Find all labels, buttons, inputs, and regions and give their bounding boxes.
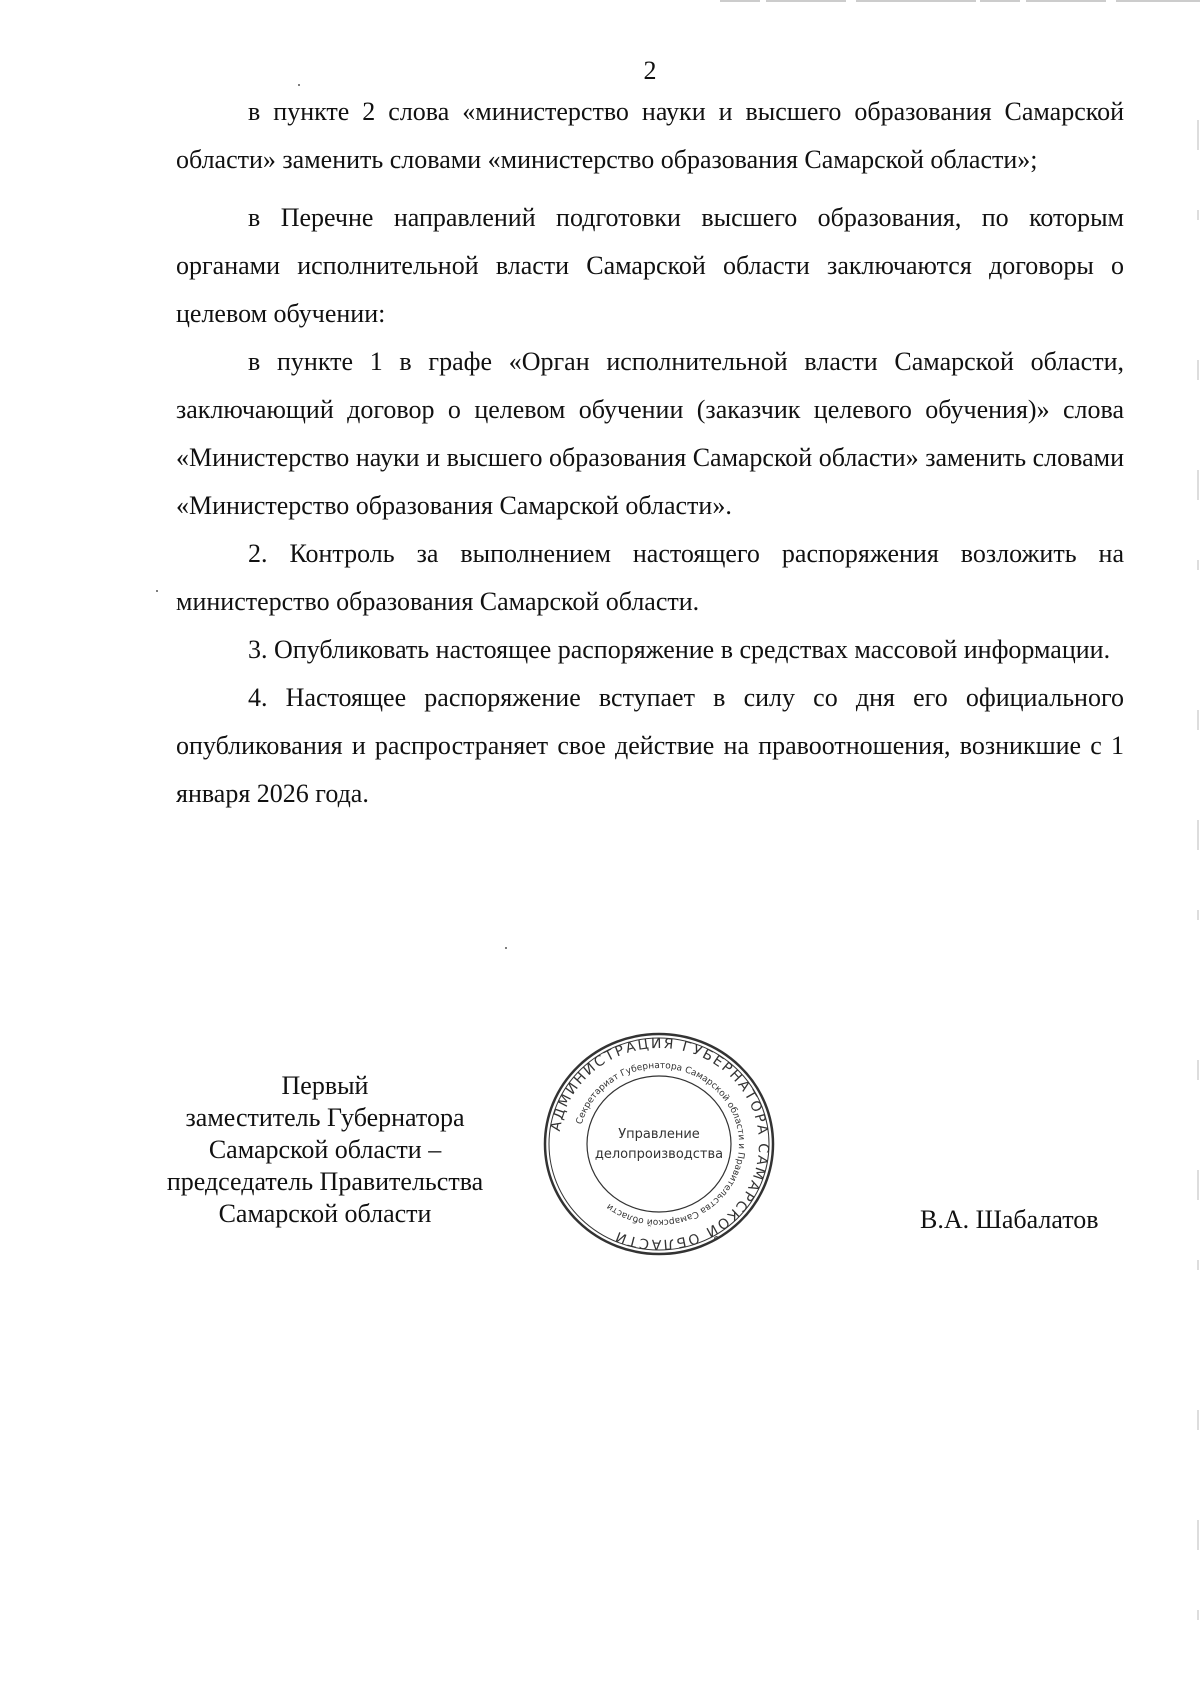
- signer-position-line: председатель Правительства: [166, 1167, 484, 1196]
- svg-text:Секретариат Губернатора Самарс: [575, 1061, 746, 1227]
- signer-position-line: Самарской области: [218, 1199, 432, 1228]
- scan-speck: [156, 590, 158, 592]
- seal-outer-text: АДМИНИСТРАЦИЯ ГУБЕРНАТОРА САМАРСКОЙ ОБЛАСТИ: [547, 1035, 772, 1253]
- paragraph-5: 3. Опубликовать настоящее распоряжение в средствах массовой информации.: [248, 635, 1111, 664]
- seal-inner-text: Секретариат Губернатора Самарской области и Правительства Самарской области: [574, 1060, 747, 1228]
- signer-position: [150, 1070, 500, 1230]
- scan-speck: [505, 947, 507, 949]
- scan-margin-mark: [1196, 120, 1200, 1660]
- seal-center-line-2: делопроизводства: [594, 1147, 724, 1162]
- official-seal: [540, 1030, 778, 1258]
- paragraph-6: 4. Настоящее распоряжение вступает в силу со дня его официального опубликования и распространяет свое действие на правоотношения, возникшие с 1 января 2026 года.: [176, 683, 1124, 808]
- signer-position-line: Первый: [281, 1071, 369, 1100]
- scan-speck: [298, 84, 300, 86]
- seal-center-line-1: Управление: [618, 1127, 700, 1142]
- document-body: [176, 88, 1124, 818]
- paragraph-1: в пункте 2 слова «министерство науки и высшего образования Самарской области» заменить словами «министерство образования Самарской области»;: [176, 97, 1124, 174]
- page-number: 2: [643, 56, 657, 85]
- scan-edge-mark: [720, 0, 1200, 2]
- signer-position-line: Самарской области –: [208, 1135, 442, 1164]
- signer-position-line: заместитель Губернатора: [185, 1103, 465, 1132]
- paragraph-3: в пункте 1 в графе «Орган исполнительной власти Самарской области, заключающий договор о целевом обучении (заказчик целевого обучения)» слова «Министерство науки и высшего образования Самарской области» заменить словами «Министерство образования Самарской области».: [176, 347, 1124, 520]
- paragraph-4: 2. Контроль за выполнением настоящего распоряжения возложить на министерство образования Самарской области.: [176, 539, 1124, 616]
- signer-name: В.А. Шабалатов: [920, 1205, 1099, 1234]
- paragraph-2: в Перечне направлений подготовки высшего образования, по которым органами исполнительной власти Самарской области заключаются договоры о целевом обучении:: [176, 203, 1124, 328]
